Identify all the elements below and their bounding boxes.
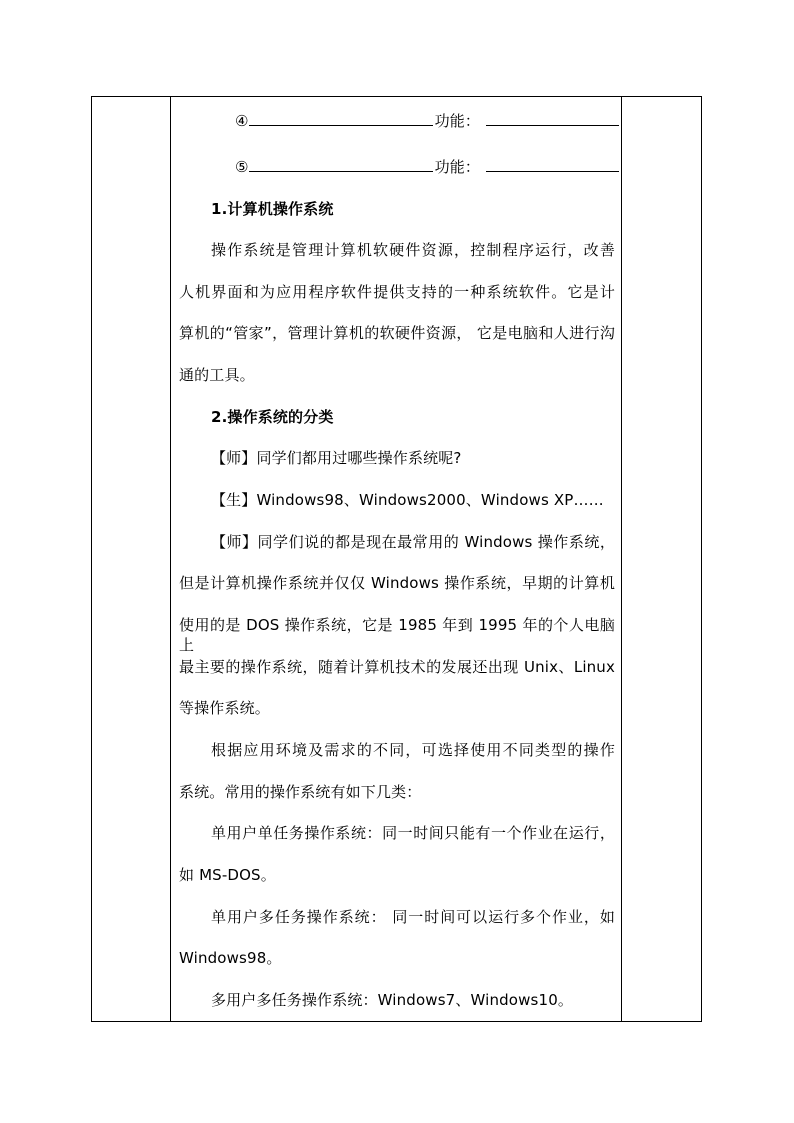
lesson-table: [91, 96, 702, 1022]
section-heading: 2.操作系统的分类: [211, 408, 334, 426]
section-heading: 1.计算机操作系统: [211, 200, 334, 218]
student-answer: 【生】Windows98、Windows2000、Windows XP……: [211, 491, 604, 509]
paragraph-line: 系统。常用的操作系统有如下几类：: [179, 783, 422, 801]
function-blank-line: [486, 157, 619, 172]
paragraph-line: 如 MS-DOS。: [179, 866, 276, 884]
column-divider-right: [621, 97, 622, 1021]
blank-row-4: [235, 111, 671, 131]
paragraph-line: 单用户多任务操作系统： 同一时间可以运行多个作业，如: [211, 908, 615, 926]
blank-line: [249, 157, 433, 172]
function-label: 功能：: [434, 158, 481, 176]
blank-line: [249, 111, 433, 126]
circled-marker: ⑤: [235, 158, 249, 176]
paragraph-line: Windows98。: [179, 949, 282, 967]
paragraph-line: 最主要的操作系统，随着计算机技术的发展还出现 Unix、Linux: [179, 658, 615, 676]
paragraph-line: 【师】同学们说的都是现在最常用的 Windows 操作系统，: [211, 533, 615, 551]
paragraph-line: 多用户多任务操作系统：Windows7、Windows10。: [211, 991, 574, 1009]
paragraph-line: 人机界面和为应用程序软件提供支持的一种系统软件。它是计: [179, 283, 615, 301]
paragraph-line: 使用的是 DOS 操作系统，它是 1985 年到 1995 年的个人电脑上: [179, 616, 615, 654]
paragraph-line: 通的工具。: [179, 366, 255, 384]
teacher-question: 【师】同学们都用过哪些操作系统呢?: [211, 449, 462, 467]
function-blank-line: [486, 111, 619, 126]
column-divider-left: [170, 97, 171, 1021]
paragraph-line: 算机的“管家”，管理计算机的软硬件资源， 它是电脑和人进行沟: [179, 324, 615, 342]
blank-row-5: [235, 157, 671, 177]
function-label: 功能：: [434, 112, 481, 130]
circled-marker: ④: [235, 112, 249, 130]
paragraph-line: 操作系统是管理计算机软硬件资源，控制程序运行，改善: [211, 241, 615, 259]
paragraph-line: 但是计算机操作系统并仅仅 Windows 操作系统，早期的计算机: [179, 574, 615, 592]
paragraph-line: 单用户单任务操作系统：同一时间只能有一个作业在运行，: [211, 824, 615, 842]
paragraph-line: 根据应用环境及需求的不同，可选择使用不同类型的操作: [211, 741, 615, 759]
paragraph-line: 等操作系统。: [179, 699, 270, 717]
